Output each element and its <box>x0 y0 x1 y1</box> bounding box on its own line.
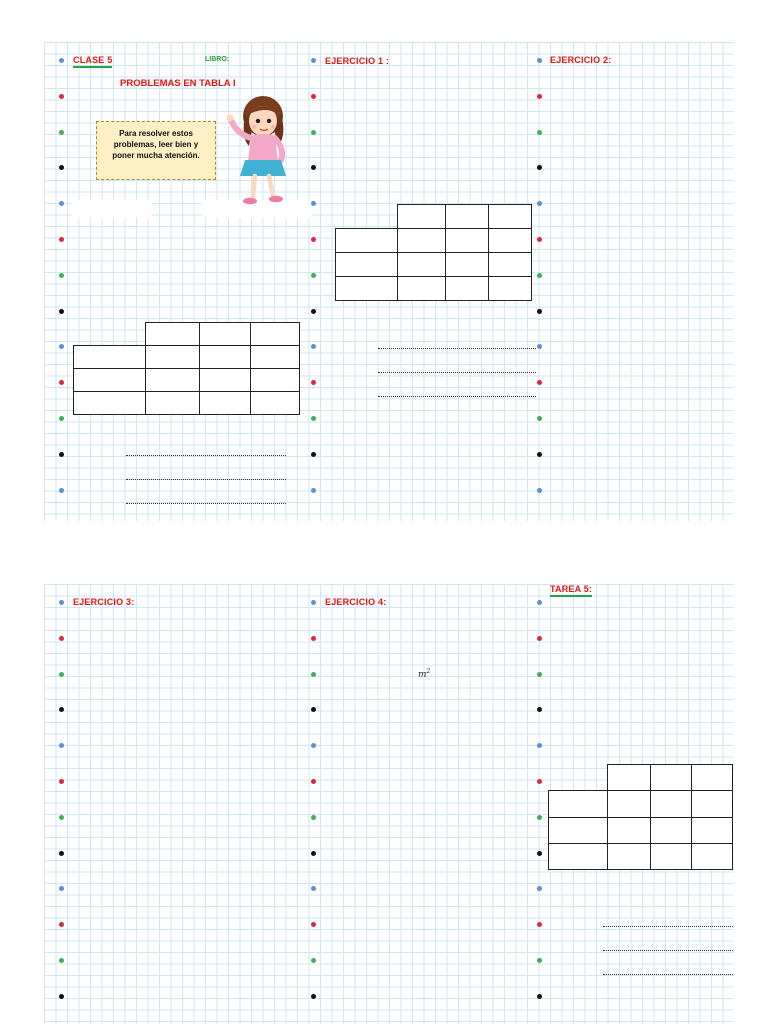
binder-dot <box>537 452 542 457</box>
binder-dot <box>59 94 64 99</box>
binder-dot <box>311 636 316 641</box>
answer-line[interactable] <box>378 348 536 349</box>
answer-line[interactable] <box>126 455 286 456</box>
girl-illustration <box>223 94 295 209</box>
binder-dot <box>311 416 316 421</box>
clase-title: CLASE 5 <box>73 55 112 68</box>
binder-dot <box>311 779 316 784</box>
binder-dot <box>311 994 316 999</box>
answer-line[interactable] <box>126 503 286 504</box>
binder-dot <box>59 851 64 856</box>
binder-dot <box>59 636 64 641</box>
binder-dot <box>537 815 542 820</box>
libro-label: LIBRO: <box>205 56 230 63</box>
binder-dot <box>59 130 64 135</box>
binder-dot <box>311 309 316 314</box>
binder-dot <box>537 273 542 278</box>
binder-dot <box>59 488 64 493</box>
binder-dot <box>311 600 316 605</box>
binder-dot <box>537 488 542 493</box>
unit-label: $m^2$ <box>418 668 431 680</box>
binder-dot <box>537 636 542 641</box>
binder-dot <box>59 416 64 421</box>
tarea-title: TAREA 5: <box>550 584 592 597</box>
binder-dot <box>311 488 316 493</box>
answer-line[interactable] <box>603 974 733 975</box>
data-table <box>335 204 532 301</box>
binder-dot <box>311 958 316 963</box>
binder-dot <box>311 130 316 135</box>
binder-dot <box>537 237 542 242</box>
answer-line[interactable] <box>603 926 733 927</box>
binder-dot <box>537 994 542 999</box>
binder-dot <box>59 273 64 278</box>
lesson-subtitle: PROBLEMAS EN TABLA I <box>120 78 236 89</box>
data-table <box>73 322 300 415</box>
answer-line[interactable] <box>603 950 733 951</box>
instruction-note: Para resolver estos problemas, leer bien y poner mucha atención. <box>96 121 216 180</box>
binder-dot <box>311 58 316 63</box>
binder-dot <box>311 452 316 457</box>
binder-dot <box>311 672 316 677</box>
binder-dot <box>59 994 64 999</box>
ejercicio-3-title: EJERCICIO 3: <box>73 597 135 607</box>
binder-dot <box>537 600 542 605</box>
answer-line[interactable] <box>378 372 536 373</box>
binder-dot <box>59 672 64 677</box>
white-bar <box>72 200 152 218</box>
answer-line[interactable] <box>378 396 536 397</box>
binder-dot <box>59 815 64 820</box>
binder-dot <box>537 94 542 99</box>
binder-dot <box>537 58 542 63</box>
binder-dot <box>537 416 542 421</box>
binder-dot <box>59 237 64 242</box>
binder-dot <box>537 851 542 856</box>
binder-dot <box>311 94 316 99</box>
binder-dot <box>537 672 542 677</box>
binder-dot <box>537 309 542 314</box>
binder-dot <box>311 851 316 856</box>
binder-dot <box>59 779 64 784</box>
answer-line[interactable] <box>126 479 286 480</box>
binder-dot <box>311 237 316 242</box>
binder-dot <box>59 958 64 963</box>
binder-dot <box>59 452 64 457</box>
data-table <box>548 764 733 870</box>
ejercicio-4-title: EJERCICIO 4: <box>325 597 387 607</box>
binder-dot <box>59 600 64 605</box>
binder-dot <box>537 130 542 135</box>
binder-dot <box>59 309 64 314</box>
binder-dot <box>537 958 542 963</box>
binder-dot <box>537 779 542 784</box>
ejercicio-2-title: EJERCICIO 2: <box>550 55 612 65</box>
ejercicio-1-title: EJERCICIO 1 : <box>325 56 390 66</box>
binder-dot <box>59 58 64 63</box>
binder-dot <box>311 815 316 820</box>
binder-dot <box>311 273 316 278</box>
